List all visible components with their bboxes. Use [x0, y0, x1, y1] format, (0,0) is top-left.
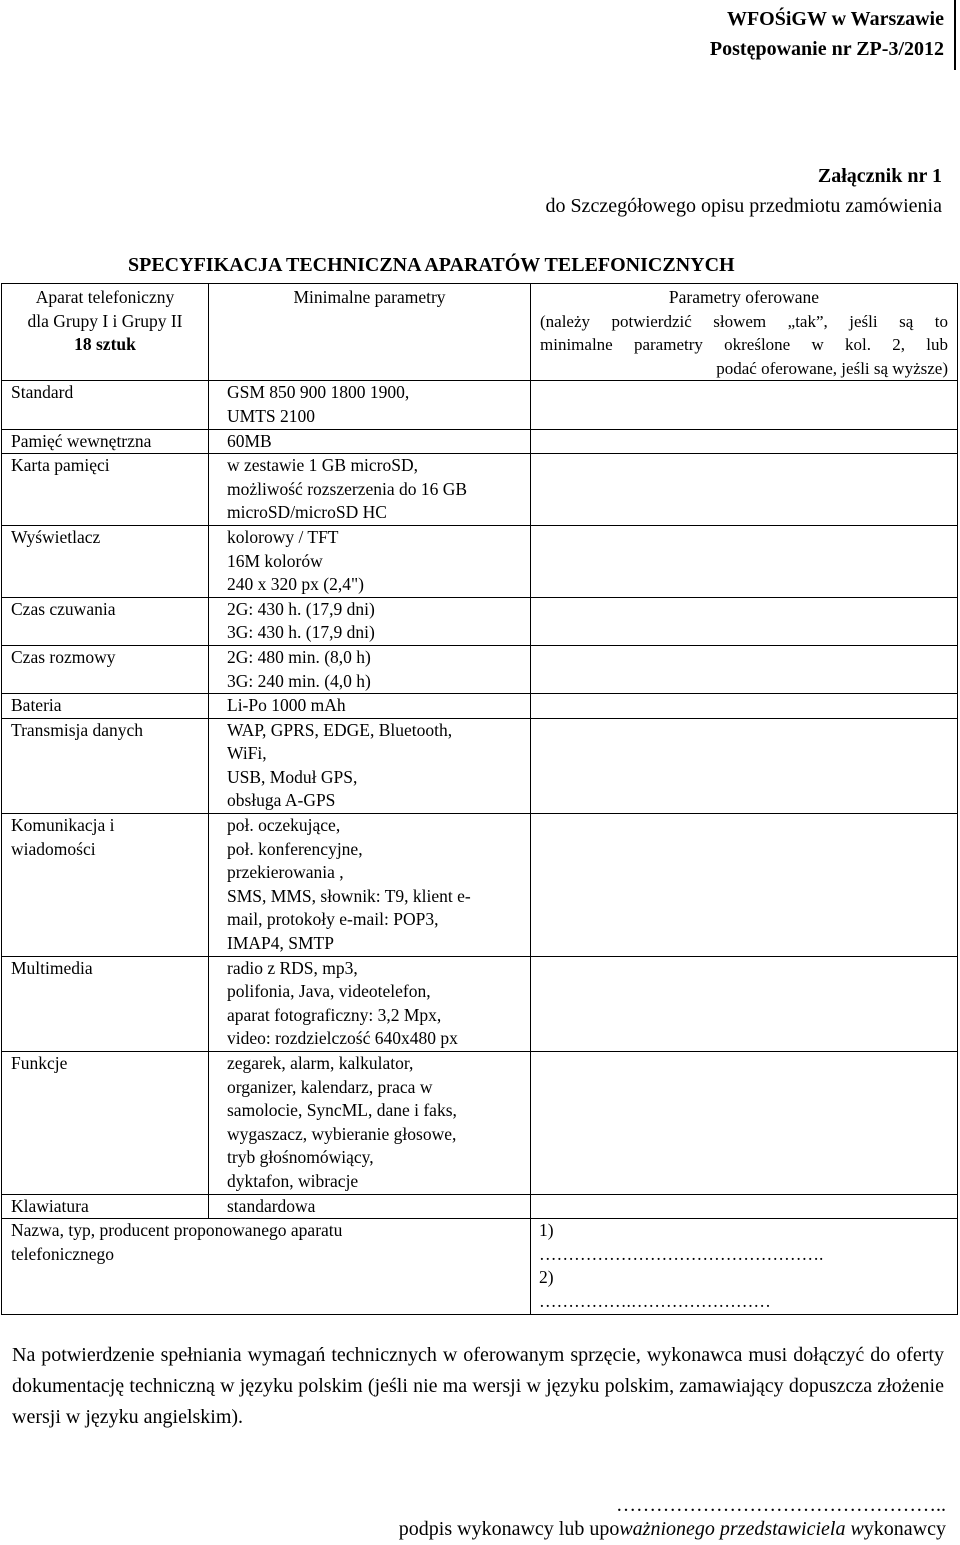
spec-row-value: poł. oczekujące, poł. konferencyjne, przekierowania , SMS, MMS, słownik: T9, klient e- mail, protokoły e-mail: POP3, IMAP4, SMTP: [209, 814, 531, 957]
spec-row-value: 2G: 430 h. (17,9 dni) 3G: 430 h. (17,9 dni): [209, 597, 531, 645]
spec-row-value: w zestawie 1 GB microSD, możliwość rozszerzenia do 16 GB microSD/microSD HC: [209, 454, 531, 526]
spec-row: [2, 1052, 958, 1195]
spec-row-label: Karta pamięci: [2, 454, 209, 526]
spec-row-value: Li-Po 1000 mAh: [209, 694, 531, 719]
spec-row-label: Transmisja danych: [2, 718, 209, 813]
header-min-params: Minimalne parametry: [209, 284, 531, 381]
requirement-note: Na potwierdzenie spełniania wymagań technicznych w oferowanym sprzęcie, wykonawca musi dołączyć do oferty dokumentację techniczną w języku polskim (jeśli nie ma wersji w języku polskim, zamawiający dopuszcza złożenie wersji w języku angielskim).: [12, 1344, 944, 1428]
spec-rows: [2, 381, 958, 1219]
spec-row: [2, 718, 958, 813]
spec-table: [1, 283, 958, 1315]
spec-row-offered[interactable]: [531, 645, 958, 693]
spec-row-value: 60MB: [209, 429, 531, 454]
table-header-row: [2, 284, 958, 381]
spec-row: [2, 814, 958, 957]
spec-row-offered[interactable]: [531, 694, 958, 719]
spec-row-label: Komunikacja i wiadomości: [2, 814, 209, 957]
spec-row: [2, 694, 958, 719]
spec-row-offered[interactable]: [531, 956, 958, 1051]
spec-row: [2, 381, 958, 429]
header-offered-line1: Parametry oferowane: [668, 287, 820, 307]
annex-title: Załącznik nr 1: [817, 165, 942, 187]
spec-row-value: radio z RDS, mp3, polifonia, Java, videotelefon, aparat fotograficzny: 3,2 Mpx, video: rozdzielczość 640x480 px: [209, 956, 531, 1051]
spec-row-value: zegarek, alarm, kalkulator, organizer, kalendarz, praca w samolocie, SyncML, dane i faks, wygaszacz, wybieranie głosowe, tryb głośnomówiący, dyktafon, wibracje: [209, 1052, 531, 1195]
name-row: [2, 1219, 958, 1314]
spec-row-value: 2G: 480 min. (8,0 h) 3G: 240 min. (4,0 h): [209, 645, 531, 693]
spec-row-label: Pamięć wewnętrzna: [2, 429, 209, 454]
spec-row-label: Czas czuwania: [2, 597, 209, 645]
spec-row: [2, 956, 958, 1051]
org-name: WFOŚiGW w Warszawie: [726, 8, 944, 30]
header-margin-line: [954, 0, 956, 70]
spec-row-value: kolorowy / TFT 16M kolorów 240 x 320 px (2,4"): [209, 525, 531, 597]
header-offered-line3: minimalne parametry określone w kol. 2, lub: [540, 335, 948, 355]
spec-row-offered[interactable]: [531, 1052, 958, 1195]
signature-label: [399, 1518, 946, 1541]
header-device-line1: Aparat telefoniczny: [35, 287, 175, 307]
spec-row-offered[interactable]: [531, 525, 958, 597]
signature-label-part2: ważnionego przedstawiciela w: [619, 1518, 864, 1540]
spec-row: [2, 597, 958, 645]
spec-row-offered[interactable]: [531, 381, 958, 429]
header-device-qty: 18 sztuk: [74, 334, 136, 355]
spec-row-offered[interactable]: [531, 718, 958, 813]
header-offered-cell: [531, 284, 958, 381]
spec-row: [2, 645, 958, 693]
spec-row-value: standardowa: [209, 1194, 531, 1219]
spec-row-offered[interactable]: [531, 597, 958, 645]
spec-row: [2, 525, 958, 597]
spec-row-value: GSM 850 900 1800 1900, UMTS 2100: [209, 381, 531, 429]
case-number: Postępowanie nr ZP-3/2012: [709, 38, 944, 60]
spec-row-value: WAP, GPRS, EDGE, Bluetooth, WiFi, USB, Moduł GPS, obsługa A-GPS: [209, 718, 531, 813]
spec-title: SPECYFIKACJA TECHNICZNA APARATÓW TELEFONICZNYCH: [128, 254, 735, 276]
spec-row-label: Czas rozmowy: [2, 645, 209, 693]
spec-row-label: Standard: [2, 381, 209, 429]
annex-subtitle: do Szczegółowego opisu przedmiotu zamówienia: [545, 195, 942, 217]
spec-row-label: Bateria: [2, 694, 209, 719]
header-device-line2: dla Grupy I i Grupy II: [27, 310, 183, 331]
spec-row-label: Funkcje: [2, 1052, 209, 1195]
spec-row: [2, 1194, 958, 1219]
spec-row-label: Klawiatura: [2, 1194, 209, 1219]
header-offered-line4: podać oferowane, jeśli są wyższe): [716, 358, 948, 378]
spec-row-offered[interactable]: [531, 1194, 958, 1219]
signature-dots: …………………………………………..: [616, 1494, 946, 1516]
spec-row-offered[interactable]: [531, 454, 958, 526]
spec-row-offered[interactable]: [531, 429, 958, 454]
signature-label-part3: ykonawcy: [863, 1518, 946, 1540]
signature-label-part1: podpis wykonawcy lub upo: [398, 1518, 620, 1540]
header-device-cell: [2, 284, 209, 381]
spec-row-label: Wyświetlacz: [2, 525, 209, 597]
name-row-answer: 1) …………………………………………. 2) …………….……………………: [531, 1219, 958, 1314]
spec-row-label: Multimedia: [2, 956, 209, 1051]
name-row-label: Nazwa, typ, producent proponowanego aparatu telefonicznego: [2, 1219, 531, 1314]
header-offered-line2: (należy potwierdzić słowem „tak”, jeśli są to: [540, 311, 948, 331]
spec-row: [2, 429, 958, 454]
spec-row: [2, 454, 958, 526]
spec-row-offered[interactable]: [531, 814, 958, 957]
